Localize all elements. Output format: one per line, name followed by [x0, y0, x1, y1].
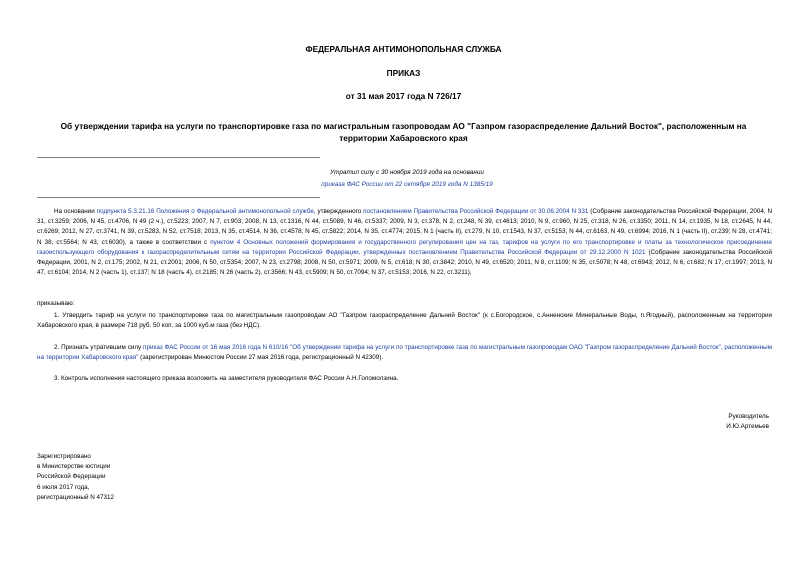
lost-force-note: Утратил силу с 30 ноября 2019 года на основании	[330, 169, 484, 176]
order-item-2-text-1: 2. Признать утратившим силу	[54, 344, 144, 351]
divider-top	[37, 157, 320, 158]
signature-name: И.Ю.Артемьев	[726, 423, 769, 430]
order-item-1: 1. Утвердить тариф на услуги по транспортировке газа по магистральным газопроводам АО "Газпром газораспределение Дальний Восток" (к с.Богородское, с.Анненские Минеральные Воды, п.Ягодный), расположенным на территории Хабаровского края, в размере 718 руб. 50 коп. за 1000 куб.м газа (без НДС).	[37, 312, 772, 330]
order-item-2-text-2: (зарегистрирован Минюстом России 27 мая 2016 года, регистрационный N 42309).	[138, 354, 384, 362]
gas-pricing-provisions-link[interactable]: пунктом 4 Основных положений формирования и государственного регулирования цен на газ, тарифов на услуги по его транспортировке и платы за технологическое присоединение газоиспользующего оборудования к газораспределительным сетям на территории Российской Федерации, утвержденных постановлением Правительства Российской Федерации от 29.12.2000 N 1021	[37, 238, 772, 256]
regulation-link[interactable]: подпункта 5.3.21.16 Положения о Федеральной антимонопольной службе	[96, 208, 314, 215]
divider-bottom	[37, 197, 320, 198]
order-item-3: 3. Контроль исполнения настоящего приказа возложить на заместителя руководителя ФАС России А.Н.Голомолзина.	[54, 375, 399, 382]
agency-heading: ФЕДЕРАЛЬНАЯ АНТИМОНОПОЛЬНАЯ СЛУЖБА	[305, 44, 502, 54]
basis-text-2: , утвержденного	[313, 208, 364, 215]
basis-text-4: (Собрание законодательства Российской Федерации, 2001, N 2, ст.175; 2002, N 21, ст.2001; 2006, N 50, ст.5354; 2007, N 23, ст.2798; 2008, N 50, ст.5971; 2009, N 5, ст.618; N 30, ст.3842; 2010, N 49, ст.6520; 2011, N 8, ст.1109; N 35, ст.5078; N 48, ст.6943; 2012, N 6, ст.682; N 17, ст.1997; 2013, N 47, ст.6104; 2014, N 2 (часть 1), ст.137; N 18 (часть 4), ст.2185; N 26 (часть 2), ст.3566; N 43, ст.5909; N 50, ст.7094; N 37, ст.5153; 2016, N 22, ст.3211),	[37, 248, 772, 277]
signature-role: Руководитель	[728, 413, 769, 420]
order-item-2	[37, 343, 772, 363]
registration-line: регистрационный N 47312	[37, 493, 115, 501]
registration-block	[37, 452, 197, 503]
document-title: Об утверждении тарифа на услуги по транспортировке газа по магистральным газопроводам АО "Газпром газораспределение Дальний Восток", расположенным на территории Хабаровского края	[60, 121, 747, 143]
paragraph-basis	[37, 207, 772, 278]
government-decree-link[interactable]: постановлением Правительства Российской Федерации от 30.06.2004 N 331	[363, 208, 589, 215]
registration-line: Зарегистрировано	[37, 453, 91, 460]
lost-force-link[interactable]: приказа ФАС России от 22 октября 2019 года N 1385/19	[321, 181, 493, 188]
repealed-order-link[interactable]: приказ ФАС России от 16 мая 2016 года N 610/16 "Об утверждении тарифа на услуги по транспортировке газа по магистральным газопроводам ОАО "Газпром газораспределение Дальний Восток", расположенным на территории Хабаровского края"	[37, 344, 772, 362]
order-word: приказываю:	[37, 300, 75, 307]
registration-line: 6 июля 2017 года,	[37, 483, 90, 491]
basis-text-3: (Собрание законодательства Российской Федерации, 2004, N 31, ст.3259; 2006, N 45, ст.4706, N 49 (2 ч.), ст.5223; 2007, N 7, ст.903; 2008, N 13, ст.1316, N 44, ст.5089, N 46, ст.5337; 2009, N 3, ст.378, N 2, ст.248, N 39, ст.4613; 2010, N 9, ст.960, N 25, ст.318, N 26, ст.3350; 2011, N 14, ст.1935, N 18, ст.2645, N 44, ст.6269; 2012, N 27, ст.3741, N 39, ст.5283, N 52, ст.7518; 2013, N 35, ст.4514, N 36, ст.4578, N 45, ст.5822; 2014, N 35, ст.4774; 2015, N 1 (часть II), ст.279, N 10, ст.1543, N 37, ст.5153, N 44, ст.6163, N 49, ст.6994; 2016, N 1 (часть II), ст.239; N 28, ст.4741; N 38, ст.5564; N 43, ст.6030), а также в соответствии с	[37, 208, 773, 246]
registration-line: в Министерстве юстиции	[37, 463, 111, 471]
basis-text-1: На основании	[54, 208, 97, 215]
document-type-heading: ПРИКАЗ	[386, 68, 421, 78]
registration-line: Российской Федерации	[37, 473, 106, 481]
document-date-number: от 31 мая 2017 года N 726/17	[345, 91, 462, 101]
